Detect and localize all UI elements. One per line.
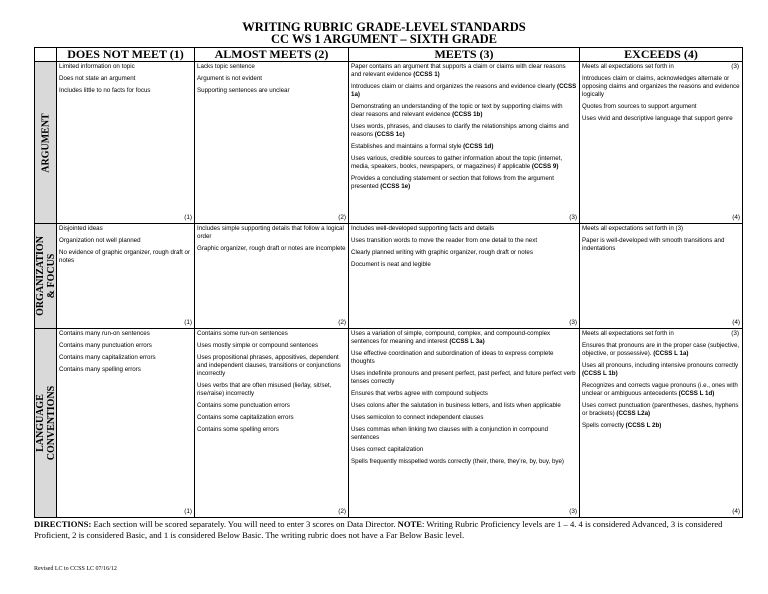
cell-language-exceeds: [580, 329, 743, 518]
directions-label: DIRECTIONS:: [34, 519, 92, 529]
cell-argument-does-not-meet: [57, 62, 195, 224]
ccss-reference: (CCSS 9): [531, 163, 559, 170]
criterion-text: Recognizes and corrects vague pronouns (i.e., ones with unclear or ambiguous antecedents: [582, 382, 738, 397]
cell-organization-meets: [349, 224, 580, 329]
row-label-organization-focus: [35, 224, 57, 329]
ccss-reference: (CCSS 1c): [374, 131, 405, 138]
criteria-list: [57, 62, 194, 95]
criteria-list: [349, 329, 579, 466]
criterion: [582, 422, 740, 430]
criterion: Contains many punctuation errors: [59, 342, 152, 349]
criterion: Introduces claim or claims, acknowledges alternate or opposing claims and organizes the reasons and evidence logically: [582, 75, 740, 98]
row-label-text: [40, 113, 51, 172]
row-label-line: LANGUAGE: [34, 394, 46, 452]
criterion-text: Introduces claim or claims and organizes the reasons and evidence clearly: [351, 83, 558, 90]
criterion: Uses indefinite pronouns and present perfect, past perfect, and future perfect verb tenses correctly: [351, 370, 576, 385]
criterion: Ensures that verbs agree with compound subjects: [351, 390, 488, 397]
score-label: (3): [569, 214, 577, 221]
criterion: Contains many capitalization errors: [59, 354, 156, 361]
row-label-text: [35, 236, 57, 316]
directions-body-1: Each section will be scored separately. You will need to enter 3 scores on Data Director.: [91, 519, 398, 529]
row-label-language-conventions: [35, 329, 57, 518]
column-header-exceeds: EXCEEDS (4): [580, 48, 743, 62]
criterion: Argument is not evident: [197, 75, 263, 82]
criterion: Uses semicolon to connect independent clauses: [351, 414, 484, 421]
score-label: (2): [338, 508, 346, 515]
row-language-conventions: [35, 329, 743, 518]
criterion-text: Demonstrating an understanding of the topic or text by supporting claims with clear reasons and relevant evidence: [351, 103, 563, 118]
criterion: Includes little to no facts for focus: [59, 87, 151, 94]
note-label: NOTE: [397, 519, 423, 529]
row-label-line: CONVENTIONS: [45, 385, 57, 461]
row-label-line: ARGUMENT: [40, 112, 51, 173]
ccss-reference: (CCSS 1a): [351, 83, 577, 98]
reference-score: (3): [731, 330, 739, 337]
criterion: Meets all expectations set forth in: [582, 330, 674, 337]
criterion: [351, 175, 577, 191]
ccss-reference: (CCSS L2a): [616, 410, 651, 417]
criterion-text: Uses correct punctuation (parentheses, dashes, hyphens or brackets): [582, 402, 739, 417]
score-label: (1): [184, 319, 192, 326]
criterion: [351, 63, 577, 79]
criterion: Contains some punctuation errors: [197, 402, 290, 409]
rubric-subtitle: CC WS 1 ARGUMENT – SIXTH GRADE: [271, 32, 497, 46]
criterion: Contains some capitalization errors: [197, 414, 294, 421]
row-organization-focus: [35, 224, 743, 329]
criterion-text: Uses words, phrases, and clauses to clarify the relationships among claims and reasons: [351, 123, 569, 138]
row-label-text: [35, 386, 57, 460]
criteria-list: [195, 329, 348, 434]
criterion: Uses commas when linking two clauses with a conjunction in compound sentences: [351, 426, 549, 441]
rubric-title: WRITING RUBRIC GRADE-LEVEL STANDARDS: [242, 20, 526, 34]
criterion: Contains some spelling errors: [197, 426, 279, 433]
ccss-reference: (CCSS 1d): [463, 143, 494, 150]
criterion: Contains some run-on sentences: [197, 330, 288, 337]
cell-language-almost-meets: [195, 329, 349, 518]
criterion: Uses propositional phrases, appositives, dependent and independent clauses, transitions or conjunctions incorrectly: [197, 354, 341, 377]
score-label: (4): [732, 319, 740, 326]
column-header-almost-meets: ALMOST MEETS (2): [195, 48, 349, 62]
criterion-text: Uses various, credible sources to gather information about the topic (internet, media, speakers, books, newspapers, or magazines) if applicable: [351, 155, 563, 170]
row-label-argument: [35, 62, 57, 224]
criterion: [351, 123, 577, 139]
criterion: Uses transition words to move the reader from one detail to the next: [351, 237, 538, 244]
ccss-reference: (CCSS L 1d): [678, 390, 715, 397]
revision-footer: Revised LC to CCSS LC 07/16/12: [34, 566, 117, 572]
criterion: Document is neat and legible: [351, 261, 431, 268]
criteria-list: [580, 329, 742, 430]
row-label-line: ORGANIZATION: [34, 236, 46, 316]
criterion: Includes well-developed supporting facts and details: [351, 225, 495, 232]
score-label: (1): [184, 214, 192, 221]
ccss-reference: (CCSS L 3a): [449, 338, 485, 345]
criterion: Use effective coordination and subordination of ideas to express complete thoughts: [351, 350, 554, 365]
criterion: Includes simple supporting details that follow a logical order: [197, 225, 344, 240]
criterion: Uses vivid and descriptive language that support genre: [582, 115, 733, 122]
criterion: Uses verbs that are often misused (lie/lay, sit/set, rise/raise) incorrectly: [197, 382, 332, 397]
criterion: Disjointed ideas: [59, 225, 103, 232]
criteria-list: [349, 224, 579, 269]
criterion-text: Establishes and maintains a formal style: [351, 143, 464, 150]
criterion: [582, 402, 740, 418]
cell-argument-meets: [349, 62, 580, 224]
criterion: [582, 342, 740, 358]
criterion: Uses mostly simple or compound sentences: [197, 342, 319, 349]
criterion: Quotes from sources to support argument: [582, 103, 697, 110]
ccss-reference: (CCSS 1e): [380, 183, 411, 190]
cell-organization-exceeds: [580, 224, 743, 329]
criterion: Paper is well-developed with smooth transitions and indentations: [582, 237, 725, 252]
criteria-list: [195, 62, 348, 95]
cell-language-meets: [349, 329, 580, 518]
criteria-list: [349, 62, 579, 191]
criterion-text: Uses all pronouns, including intensive pronouns correctly: [582, 362, 739, 369]
criterion: Organization not well planned: [59, 237, 141, 244]
criterion: [351, 143, 577, 151]
criterion: Uses colons after the salutation in business letters, and lists when applicable: [351, 402, 561, 409]
criterion: Contains many spelling errors: [59, 366, 141, 373]
ccss-reference: (CCSS L 1a): [653, 350, 689, 357]
criterion: Limited information on topic: [59, 63, 135, 70]
criteria-list: [580, 62, 742, 123]
criterion: [582, 362, 740, 378]
criterion: [351, 83, 577, 99]
row-argument: [35, 62, 743, 224]
criterion: Graphic organizer, rough draft or notes are incomplete: [197, 245, 346, 252]
ccss-reference: (CCSS L 1b): [582, 370, 618, 377]
row-label-line: & FOCUS: [45, 253, 57, 299]
criterion: Lacks topic sentence: [197, 63, 255, 70]
criterion: [351, 103, 577, 119]
criterion: Contains many run-on sentences: [59, 330, 150, 337]
column-header-does-not-meet: DOES NOT MEET (1): [57, 48, 195, 62]
score-label: (4): [732, 214, 740, 221]
criterion-text: Spells correctly: [582, 422, 626, 429]
header-row: [35, 48, 743, 62]
rubric-table: [34, 47, 743, 518]
cell-argument-almost-meets: [195, 62, 349, 224]
cell-language-does-not-meet: [57, 329, 195, 518]
ccss-reference: (CCSS L 2b): [625, 422, 662, 429]
criterion: Spells frequently misspelled words correctly (their, there, they’re, by, buy, bye): [351, 458, 564, 465]
criterion: Meets all expectations set forth in: [582, 63, 674, 70]
criteria-list: [195, 224, 348, 253]
score-label: (3): [569, 319, 577, 326]
score-label: (3): [569, 508, 577, 515]
criterion-text: Paper contains an argument that supports a claim or claims with clear reasons and relevant evidence: [351, 63, 566, 78]
criterion: [351, 330, 577, 346]
directions-text: [34, 519, 744, 540]
ccss-reference: (CCSS 1): [413, 71, 440, 78]
column-header-meets: MEETS (3): [349, 48, 580, 62]
score-label: (2): [338, 214, 346, 221]
cell-argument-exceeds: [580, 62, 743, 224]
criterion: Does not state an argument: [59, 75, 136, 82]
header-corner: [35, 48, 57, 62]
criterion: [582, 382, 740, 398]
criterion: No evidence of graphic organizer, rough draft or notes: [59, 249, 191, 264]
criterion-text: Provides a concluding statement or section that follows from the argument presented: [351, 175, 554, 190]
criteria-list: [57, 329, 194, 374]
criterion: [351, 155, 577, 171]
reference-score: (3): [731, 63, 739, 70]
score-label: (4): [732, 508, 740, 515]
score-label: (2): [338, 319, 346, 326]
criteria-list: [57, 224, 194, 265]
cell-organization-does-not-meet: [57, 224, 195, 329]
criterion: Uses correct capitalization: [351, 446, 424, 453]
criterion: Meets all expectations set forth in (3): [582, 225, 684, 232]
ccss-reference: (CCSS 1b): [452, 111, 483, 118]
criterion: Supporting sentences are unclear: [197, 87, 290, 94]
directions-body-2: : Writing Rubric Proficiency levels are 1 – 4. 4 is considered Advanced, 3 is considered Proficient, 2 is considered Basic, and 1 is considered Below Basic. The writing rubric does not have a Far Below Basic level.: [34, 519, 723, 540]
criterion-text: Uses a variation of simple, compound, complex, and compound-complex sentences for meaning and interest: [351, 330, 551, 345]
score-label: (1): [184, 508, 192, 515]
cell-organization-almost-meets: [195, 224, 349, 329]
criterion-text: Ensures that pronouns are in the proper case (subjective, objective, or possessive).: [582, 342, 740, 357]
criterion: Clearly planned writing with graphic organizer, rough draft or notes: [351, 249, 533, 256]
criteria-list: [580, 224, 742, 253]
